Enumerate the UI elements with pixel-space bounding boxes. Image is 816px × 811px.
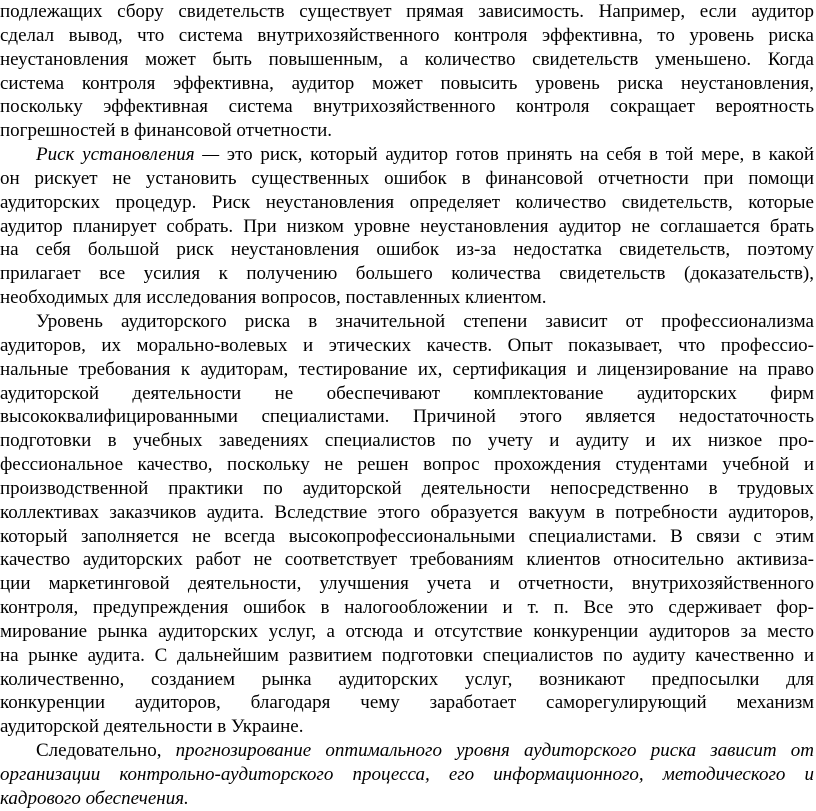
text-line: мирование рынка аудиторских услуг, а отсюда и отсутствие конкуренции аудиторов за место (0, 620, 814, 642)
text-line: который заполняется не всегда высокопрофессиональными специалистами. В связи с этим (0, 525, 814, 547)
text-line: нальные требования к аудиторам, тестирование их, сертификация и лицензирование на право (0, 358, 814, 380)
text-line: подлежащих сбору свидетельств существует прямая зависимость. Например, если аудитор (0, 1, 814, 22)
text-line: необходимых для исследования вопросов, поставленных клиентом. (0, 287, 547, 309)
text-line: конкуренции аудиторов, благодаря чему заработает саморегулирующий механизм (0, 692, 814, 714)
text-line: сделал вывод, что система внутрихозяйственного контроля эффективна, то уровень риска (0, 24, 814, 46)
text-line: он рискует не установить существенных ошибок в финансовой отчетности при помощи (0, 167, 814, 189)
text-line: система контроля эффективна, аудитор может повысить уровень риска неустановления, (0, 72, 814, 94)
text-line: погрешностей в финансовой отчетности. (0, 120, 333, 142)
paragraph-4 (0, 739, 814, 811)
term-risk-of-detection: Риск установления — (36, 144, 220, 166)
text-line: организации контрольно-аудиторского процесса, его информационного, методического и (0, 764, 814, 785)
text-line: неустановления может быть повышенным, а количество свидетельств уменьшено. Когда (0, 48, 814, 70)
conclusion-emphasis: прогнозирование оптимального уровня аудиторского риска зависит от (175, 740, 814, 762)
paragraph-1 (0, 0, 814, 143)
text-line: фессиональное качество, поскольку не решен вопрос прохождения студентами учебной и (0, 454, 814, 476)
text-line: контроля, предупреждения ошибок в налогообложении и т. п. Все это сдерживает фор- (0, 597, 814, 619)
text-line: коллективах заказчиков аудита. Вследствие этого образуется вакуум в потребности аудиторов, (0, 501, 814, 523)
text-line: аудиторской деятельности в Украине. (0, 716, 304, 738)
text-line: прилагает все усилия к получению большего количества свидетельств (доказательств), (0, 263, 814, 285)
text-line: на себя большой риск неустановления ошибок из-за недостатка свидетельств, поэтому (0, 239, 814, 261)
text-line: поскольку эффективная система внутрихозяйственного контроля сокращает вероятность (0, 96, 814, 118)
paragraph-3 (0, 310, 814, 739)
text-line (0, 739, 814, 763)
text-line: аудиторов, их морально-волевых и этических качеств. Опыт показывает, что профессио- (0, 334, 814, 356)
text-line: Уровень аудиторского риска в значительной степени зависит от профессионализма (36, 310, 814, 332)
paragraph-2 (0, 143, 814, 310)
text-line: на рынке аудита. С дальнейшим развитием подготовки специалистов по аудиту качественно и (0, 644, 814, 666)
text-line: количественно, созданием рынка аудиторских услуг, возникают предпосылки для (0, 668, 814, 690)
text-line: аудиторской деятельности не обеспечивают комплектование аудиторских фирм (0, 382, 814, 404)
text-line: аудитор планирует собрать. При низком уровне неустановления аудитор не соглашается брать (0, 215, 814, 237)
text-line: качество аудиторских работ не соответствует требованиям клиентов относительно активиза- (0, 549, 814, 571)
text-span: это риск, который аудитор готов принять на себя в той мере, в какой (219, 144, 814, 166)
text-line: кадрового обеспечения. (0, 787, 189, 809)
text-line: подготовки в учебных заведениях специалистов по учету и аудиту и их низкое про- (0, 430, 814, 452)
text-line: ции маркетинговой деятельности, улучшения учета и отчетности, внутрихозяйственного (0, 573, 814, 595)
text-line (0, 143, 814, 167)
text-span: Следовательно, (36, 740, 176, 762)
text-line: аудиторских процедур. Риск неустановления определяет количество свидетельств, которые (0, 191, 814, 213)
text-line: высококвалифицированными специалистами. Причиной этого является недостаточность (0, 406, 814, 428)
text-line: производственной практики по аудиторской деятельности непосредственно в трудовых (0, 477, 814, 499)
